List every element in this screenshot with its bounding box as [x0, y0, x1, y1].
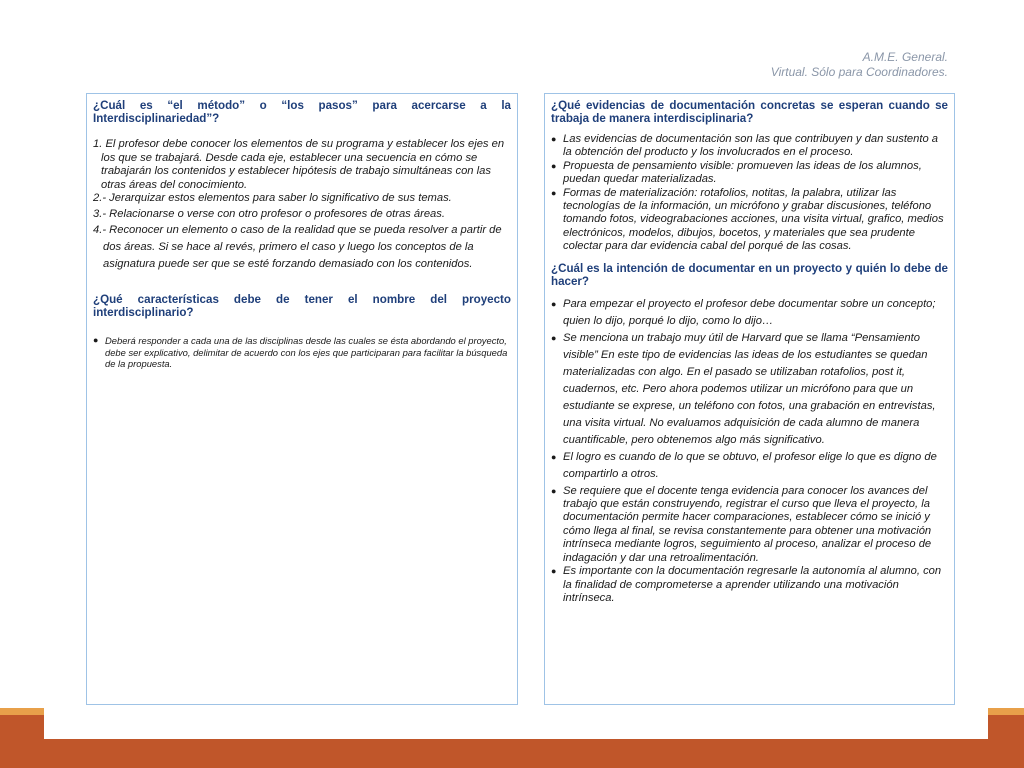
list-item: ● El logro es cuando de lo que se obtuvo, el profesor elige lo que es digno de compartirlo a otros. [551, 449, 948, 483]
left-question-2: ¿Qué características debe de tener el nombre del proyecto interdisciplinario? [93, 293, 511, 319]
method-steps [93, 138, 511, 273]
intention-list [551, 296, 948, 483]
right-panel [544, 93, 955, 705]
list-item: ● Deberá responder a cada una de las disciplinas desde las cuales se ésta abordando el proyecto, debe ser explicativo, delimitar de acuerdo con los ejes que participaran para facilitar la búsqueda de la propuesta. [93, 335, 511, 370]
header-line-2: Virtual. Sólo para Coordinadores. [770, 65, 948, 79]
footer-corner-right-accent [988, 708, 1024, 715]
header-line-1: A.M.E. General. [862, 50, 948, 64]
list-item: ● Se menciona un trabajo muy útil de Harvard que se llama “Pensamiento visible” En este tipo de evidencias las ideas de los estudiantes se quedan materializadas con algo. En el pasado se utilizaban rotafolios, post it, cuadernos, etc. Pero ahora podemos utilizar un micrófono para que un estudiante se exprese, un teléfono con fotos, una grabación en entrevistas, una visita virtual. No evaluamos adquisición de cada alumno de manera cuantificable, pero obtenemos algo más significativo. [551, 330, 948, 449]
footer-corner-left [0, 708, 44, 768]
list-item: ● Es importante con la documentación regresarle la autonomía al alumno, con la finalidad de comprometerse a aprender utilizando una motivación intrínseca. [551, 565, 948, 605]
left-panel [86, 93, 518, 705]
footer-bar [44, 739, 988, 768]
right-question-1: ¿Qué evidencias de documentación concretas se esperan cuando se trabaja de manera interdisciplinaria? [551, 99, 948, 125]
name-characteristics-list [93, 335, 511, 370]
list-item: ● Las evidencias de documentación son las que contribuyen y dan sustento a la obtención del producto y los involucrados en el proceso. [551, 133, 948, 160]
list-item: ● Propuesta de pensamiento visible: promueven las ideas de los alumnos, puedan quedar materializadas. [551, 160, 948, 187]
document-header [771, 50, 948, 80]
documentation-list [551, 485, 948, 606]
list-item: ● Para empezar el proyecto el profesor debe documentar sobre un concepto; quien lo dijo, porqué lo dijo, como lo dijo… [551, 296, 948, 330]
left-question-1: ¿Cuál es “el método” o “los pasos” para acercarse a la Interdisciplinariedad”? [93, 99, 511, 125]
step-4: 4.- Reconocer un elemento o caso de la realidad que se pueda resolver a partir de dos áreas. Si se hace al revés, primero el caso y luego los conceptos de la asignatura puede ser que se esté forzando demasiado con los contenidos. [93, 224, 502, 270]
right-question-2: ¿Cuál es la intención de documentar en un proyecto y quién lo debe de hacer? [551, 261, 948, 288]
step-2: 2.- Jerarquizar estos elementos para saber lo significativo de sus temas. [93, 192, 452, 204]
list-item: ● Formas de materialización: rotafolios, notitas, la palabra, utilizar las tecnologías de la información, un micrófono y grabar discusiones, teléfono tomando fotos, videograbaciones acciones, una visita virtual, grafico, medios electrónicos, modelos, dibujos, bocetos, y materiales que sea prudente colectar para dar evidencia cabal del porqué de las cosas. [551, 187, 948, 254]
list-item: ● Se requiere que el docente tenga evidencia para conocer los avances del trabajo que están construyendo, registrar el curso que lleva el proyecto, la documentación permite hacer comparaciones, establecer cómo se inició y cómo llega al final, se revisa constantemente para obtener una motivación intrínseca mediante logros, seguimiento al proceso, analizar el proceso de indagación y dar una retroalimentación. [551, 485, 948, 565]
step-3: 3.- Relacionarse o verse con otro profesor o profesores de otras áreas. [93, 207, 445, 220]
evidence-list [551, 133, 948, 254]
footer-corner-left-accent [0, 708, 44, 715]
footer-corner-right [988, 708, 1024, 768]
step-1: 1. El profesor debe conocer los elementos de su programa y establecer los ejes en los que se trabajará. Desde cada eje, establecer una secuencia en cómo se trabajarán los contenidos y establecer hipótesis de trabajo simultáneas con las otras áreas del conocimiento. [93, 138, 505, 191]
